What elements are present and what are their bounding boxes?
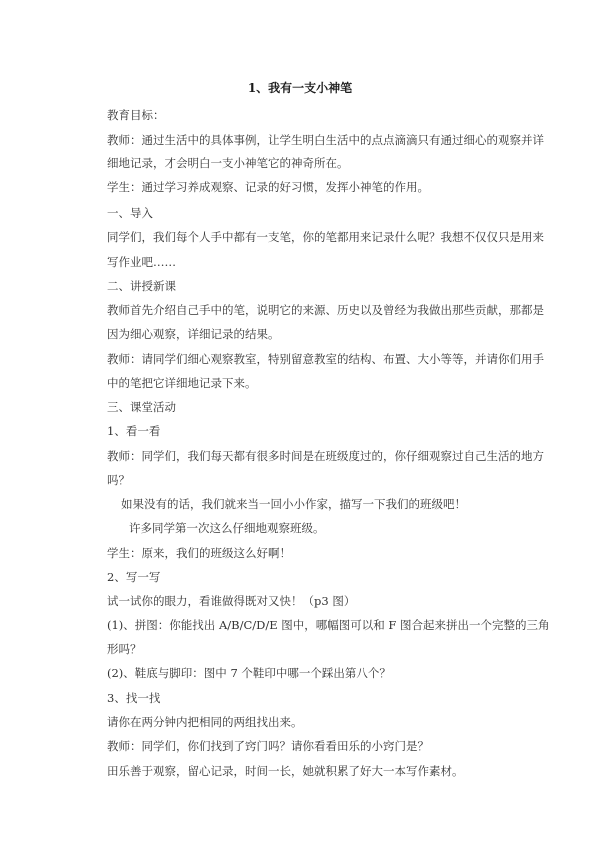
text-line: 中的笔把它详细地记录下来。 [107,376,257,390]
text-line: 教师首先介绍自己手中的笔，说明它的来源、历史以及曾经为我做出那些贡献，那都是 [107,303,544,317]
text-line: 写作业吧…… [107,255,176,269]
text-line: 2、写一写 [107,570,161,584]
text-line: 教育目标： [107,108,165,122]
text-line: 许多同学第一次这么仔细地观察班级。 [129,521,325,535]
text-line: 形吗？ [107,642,142,656]
text-line: 吗？ [107,473,130,487]
text-line: 3、找一找 [107,691,161,705]
text-line: 如果没有的话，我们就来当一回小小作家，描写一下我们的班级吧！ [121,497,466,511]
text-line: 请你在两分钟内把相同的两组找出来。 [107,715,303,729]
text-line: 教师：通过生活中的具体事例，让学生明白生活中的点点滴滴只有通过细心的观察并详 [107,133,544,147]
text-line: 因为细心观察，详细记录的结果。 [107,327,280,341]
text-line: 教师：请同学们细心观察教室，特别留意教室的结构、布置、大小等等，并请你们用手 [107,352,544,366]
text-line: 学生：原来，我们的班级这么好啊！ [107,546,291,560]
text-line: 三、课堂活动 [107,400,176,414]
text-line: 教师：同学们，我们每天都有很多时间是在班级度过的，你仔细观察过自己生活的地方 [107,449,544,463]
text-line: (2)、鞋底与脚印：图中 7 个鞋印中哪一个踩出第八个？ [107,666,391,680]
text-line: 二、讲授新课 [107,279,176,293]
text-line: 细地记录，才会明白一支小神笔它的神奇所在。 [107,156,349,170]
text-line: 同学们，我们每个人手中都有一支笔，你的笔都用来记录什么呢？我想不仅仅只是用来 [107,230,544,244]
text-line: 试一试你的眼力，看谁做得既对又快！（p3 图） [107,594,356,608]
page-title: 1、我有一支小神笔 [247,81,353,95]
text-line: 1、看一看 [107,424,161,438]
text-line: 教师：同学们，你们找到了窍门吗？请你看看田乐的小窍门是？ [107,739,429,753]
text-line: 田乐善于观察，留心记录，时间一长，她就积累了好大一本写作素材。 [107,764,464,778]
text-line: 一、导入 [107,206,153,220]
text-line: (1)、拼图：你能找出 A/B/C/D/E 图中，哪幅图可以和 F 图合起来拼出一个完整的三角 [107,618,550,632]
text-line: 学生：通过学习养成观察、记录的好习惯，发挥小神笔的作用。 [107,180,429,194]
